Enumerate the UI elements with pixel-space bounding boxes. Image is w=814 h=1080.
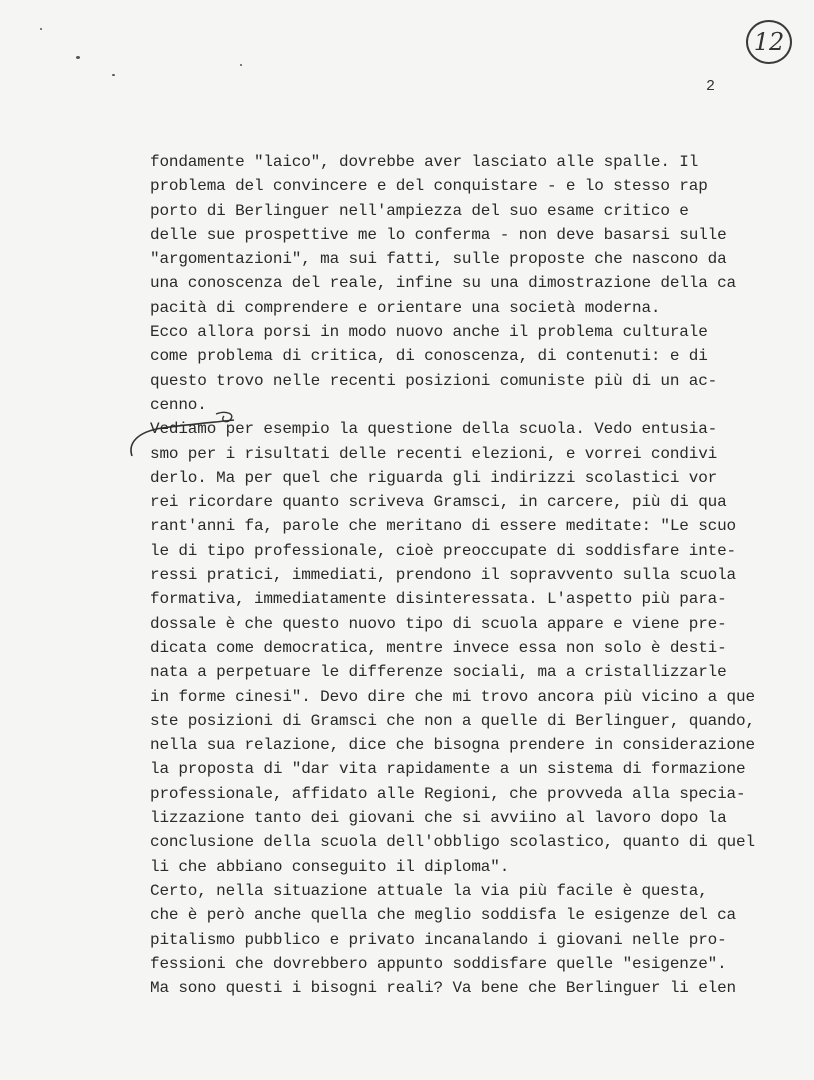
- text-line: come problema di critica, di conoscenza, di contenuti: e di: [150, 347, 708, 366]
- text-line: le di tipo professionale, cioè preoccupate di soddisfare inte-: [150, 541, 736, 560]
- text-line: ste posizioni di Gramsci che non a quelle di Berlinguer, quando,: [150, 711, 755, 730]
- scan-speck: [240, 64, 242, 66]
- text-line: lizzazione tanto dei giovani che si avviino al lavoro dopo la: [150, 809, 727, 828]
- text-line: professionale, affidato alle Regioni, che provveda alla specia-: [150, 784, 746, 803]
- text-line: porto di Berlinguer nell'ampiezza del suo esame critico e: [150, 201, 689, 220]
- text-line: nella sua relazione, dice che bisogna prendere in considerazione: [150, 736, 755, 755]
- text-line: in forme cinesi". Devo dire che mi trovo ancora più vicino a que: [150, 687, 755, 706]
- text-line: Vediamo per esempio la questione della scuola. Vedo entusia-: [150, 420, 718, 439]
- text-line: nata a perpetuare le differenze sociali, ma a cristallizzarle: [150, 663, 727, 682]
- typed-letter-body: [150, 150, 790, 1000]
- text-line: una conoscenza del reale, infine su una dimostrazione della ca: [150, 274, 736, 293]
- scan-speck: [112, 74, 115, 76]
- text-line: Certo, nella situazione attuale la via più facile è questa,: [150, 881, 708, 900]
- text-line: dicata come democratica, mentre invece essa non solo è desti-: [150, 638, 727, 657]
- text-line: rei ricordare quanto scriveva Gramsci, in carcere, più di qua: [150, 493, 727, 512]
- text-line: "argomentazioni", ma sui fatti, sulle proposte che nascono da: [150, 250, 727, 269]
- text-line: rant'anni fa, parole che meritano di essere meditate: "Le scuo: [150, 517, 736, 536]
- folio-stamp: [746, 20, 792, 64]
- text-line: fessioni che dovrebbero appunto soddisfare quelle "esigenze".: [150, 954, 727, 973]
- text-line: questo trovo nelle recenti posizioni comuniste più di un ac-: [150, 371, 718, 390]
- text-line: derlo. Ma per quel che riguarda gli indirizzi scolastici vor: [150, 468, 718, 487]
- text-line: problema del convincere e del conquistare - e lo stesso rap: [150, 177, 708, 196]
- text-line: smo per i risultati delle recenti elezioni, e vorrei condivi: [150, 444, 718, 463]
- text-line: pitalismo pubblico e privato incanalando i giovani nelle pro-: [150, 930, 727, 949]
- text-line: delle sue prospettive me lo conferma - non deve basarsi sulle: [150, 225, 727, 244]
- text-line: la proposta di "dar vita rapidamente a un sistema di formazione: [150, 760, 746, 779]
- text-line: dossale è che questo nuovo tipo di scuola appare e viene pre-: [150, 614, 727, 633]
- text-line: li che abbiano conseguito il diploma".: [150, 857, 510, 876]
- page-number: 2: [706, 78, 716, 95]
- text-line: fondamente "laico", dovrebbe aver lasciato alle spalle. Il: [150, 153, 699, 171]
- text-line: Ma sono questi i bisogni reali? Va bene che Berlinguer li elen: [150, 979, 736, 998]
- text-line: cenno.: [150, 395, 207, 414]
- scan-speck: [76, 56, 80, 59]
- text-line: conclusione della scuola dell'obbligo scolastico, quanto di quel: [150, 833, 755, 852]
- text-line: che è però anche quella che meglio soddisfa le esigenze del ca: [150, 906, 736, 925]
- scan-speck: [40, 28, 42, 30]
- folio-stamp-number: 12: [753, 28, 785, 56]
- text-line: Ecco allora porsi in modo nuovo anche il problema culturale: [150, 323, 708, 342]
- text-line: ressi pratici, immediati, prendono il sopravvento sulla scuola: [150, 566, 736, 585]
- text-line: formativa, immediatamente disinteressata. L'aspetto più para-: [150, 590, 727, 609]
- text-line: pacità di comprendere e orientare una società moderna.: [150, 298, 661, 317]
